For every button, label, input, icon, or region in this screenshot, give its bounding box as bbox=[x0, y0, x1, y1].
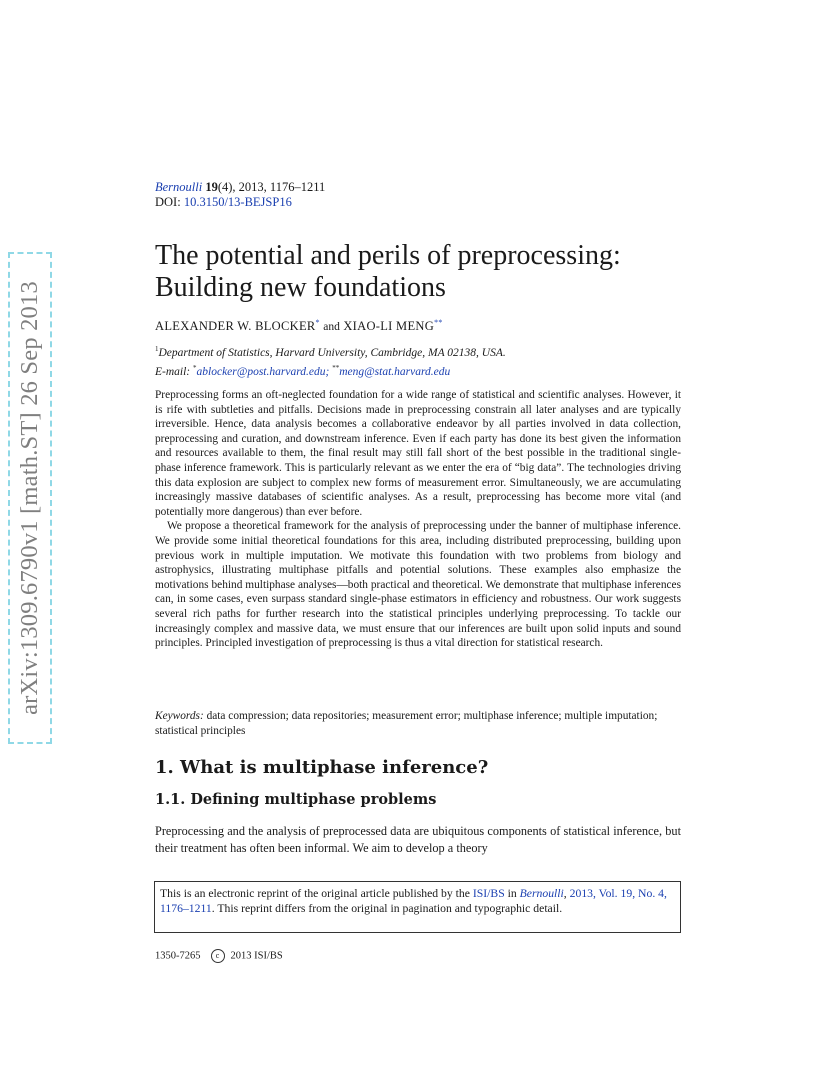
doi-label: DOI: bbox=[155, 195, 184, 209]
affiliation bbox=[155, 342, 681, 380]
copyright-icon: c bbox=[211, 949, 225, 963]
journal-link[interactable]: Bernoulli bbox=[519, 887, 564, 900]
email-mark: * bbox=[193, 363, 197, 372]
reprint-text: in bbox=[504, 887, 520, 900]
reprint-text: This is an electronic reprint of the original article published by the bbox=[160, 887, 473, 900]
reprint-text: . This reprint differs from the original in pagination and typographic detail. bbox=[211, 902, 563, 915]
reprint-notice bbox=[154, 881, 681, 933]
reprint-text: , bbox=[563, 887, 567, 900]
keywords-text: data compression; data repositories; measurement error; multiphase inference; multiple imputation; statistical principles bbox=[155, 710, 658, 737]
abstract-paragraph: We propose a theoretical framework for the analysis of preprocessing under the banner of multiphase inference. We provide some initial theoretical foundations for this area, including distributed preprocessing, building upon previous work in multiple imputation. We motivate this foundation with two problems from biology and astrophysics, illustrating multiphase pitfalls and potential solutions. These examples also emphasize the motivations behind multiphase analyses—both practical and theoretical. We demonstrate that multiphase inferences can, in some cases, even surpass standard single-phase estimators in efficiency and robustness. Our work suggests several rich paths for further research into the statistical principles underlying preprocessing. To tackle our increasingly complex and massive data, we must ensure that our inferences are built upon solid inputs and sound principles. Principled investigation of preprocessing is thus a vital direction for statistical research. bbox=[155, 520, 681, 650]
copyright-text: 2013 ISI/BS bbox=[230, 950, 283, 962]
page-footer bbox=[155, 949, 681, 963]
affiliation-mark: 1 bbox=[155, 345, 159, 353]
keywords bbox=[155, 709, 681, 738]
author-footnote-mark[interactable]: * bbox=[315, 318, 320, 327]
journal-issue: (4), 2013, 1176–1211 bbox=[217, 180, 326, 194]
body-paragraph: Preprocessing and the analysis of preprocessed data are ubiquitous components of statistical inference, but their treatment has often been informal. We aim to develop a theory bbox=[155, 824, 681, 855]
abstract bbox=[155, 388, 681, 651]
author-conjunction: and bbox=[323, 321, 340, 334]
journal-link[interactable]: Bernoulli bbox=[155, 180, 203, 194]
email-mark: ** bbox=[332, 363, 340, 372]
author-name: XIAO-LI MENG bbox=[343, 319, 435, 334]
section-heading: 1. What is multiphase inference? bbox=[155, 757, 489, 778]
keywords-label: Keywords: bbox=[155, 710, 204, 722]
author-footnote-mark[interactable]: ** bbox=[434, 318, 443, 327]
subsection-heading: 1.1. Defining multiphase problems bbox=[155, 791, 437, 808]
email-label: E-mail: bbox=[155, 365, 194, 378]
citation-link[interactable]: 2013, Vol. 19, No. 4, 1176–1211 bbox=[160, 887, 667, 915]
arxiv-identifier: arXiv:1309.6790v1 [math.ST] 26 Sep 2013 bbox=[16, 281, 43, 715]
paper-title: The potential and perils of preprocessing: Building new foundations bbox=[155, 240, 621, 303]
email-link[interactable]: meng@stat.harvard.edu bbox=[339, 365, 451, 378]
abstract-paragraph: Preprocessing forms an oft-neglected foundation for a wide range of statistical and scientific analyses. However, it is rife with subtleties and pitfalls. Decisions made in preprocessing constrain all later analyses and are typically irreversible. Hence, data analysis becomes a collaborative endeavor by all parties involved in data collection, preprocessing and curation, and downstream inference. Even if each party has done its best given the information and resources available to them, the final result may still fall short of the best possible in the traditional single-phase inference framework. This is particularly relevant as we enter the era of “big data”. The technologies driving this data explosion are subject to complex new forms of measurement error. Simultaneously, we are accumulating increasingly massive databases of scientific analyses. As a result, preprocessing has become more vital (and potentially more dangerous) than ever before. bbox=[155, 389, 681, 518]
author-name: ALEXANDER W. BLOCKER bbox=[155, 319, 316, 334]
arxiv-stamp bbox=[8, 252, 52, 744]
email-link[interactable]: ablocker@post.harvard.edu; bbox=[196, 365, 330, 378]
journal-header bbox=[155, 180, 681, 210]
issn: 1350-7265 bbox=[155, 950, 201, 962]
publisher-link[interactable]: ISI/BS bbox=[472, 887, 505, 900]
affiliation-text: Department of Statistics, Harvard University, Cambridge, MA 02138, USA. bbox=[158, 346, 506, 359]
journal-volume: 19 bbox=[205, 180, 218, 194]
doi-link[interactable]: 10.3150/13-BEJSP16 bbox=[183, 195, 292, 209]
author-list bbox=[155, 318, 681, 334]
